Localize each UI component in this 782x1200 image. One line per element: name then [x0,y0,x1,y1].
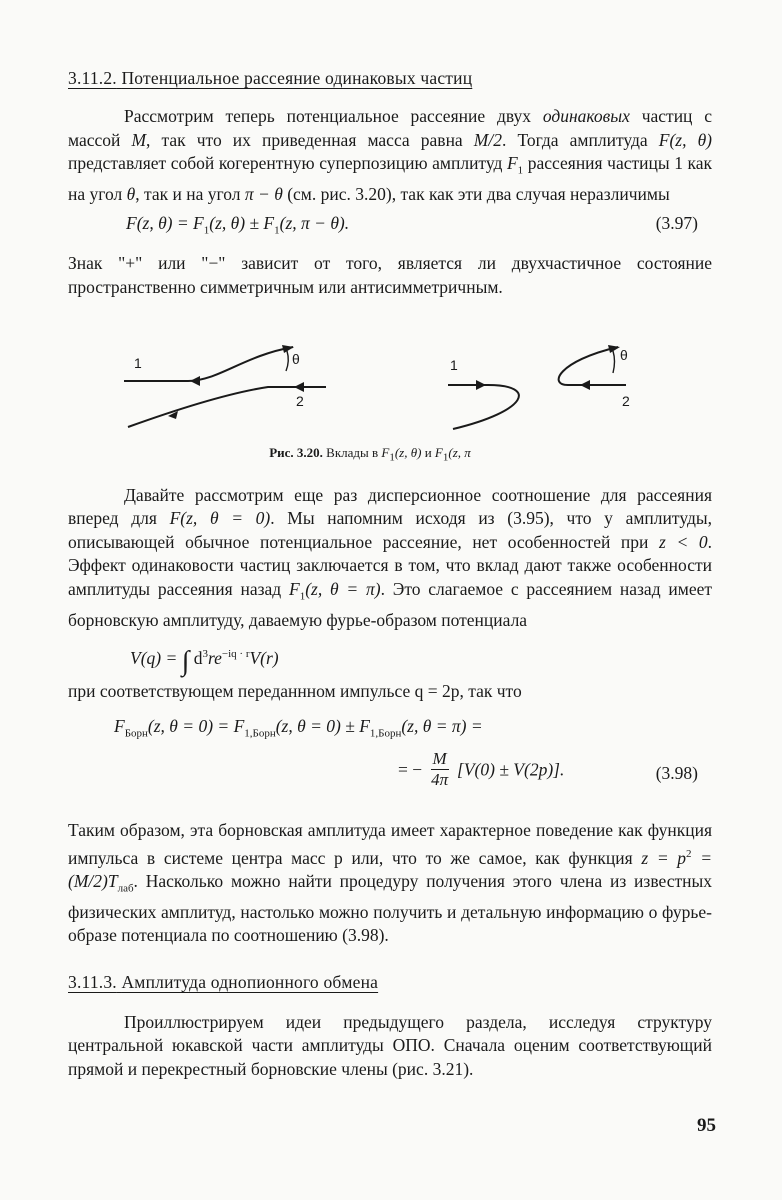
right-mid-arrow [476,380,486,390]
right-theta-label: θ [620,347,628,363]
paragraph-5: Таким образом, эта борновская амплитуда имеет характерное поведение как функция импульса в системе центра масс p или, что то же самое, как функция $z = p^2 = (M/2)T_{лаб}$. Насколько можно найти процедуру получения этого члена из известных физических амплитуд, настолько можно получить и детальную информацию о фурье-образе потенциала по соотношению (3.98). [68,820,713,946]
right-tip-arrow [608,345,620,353]
equation-fourier: V(q) = ∫ $d^3re^{-iq \cdot r}V(r)$ [130,645,279,677]
left-upper-trajectory [124,347,293,381]
paragraph-3: Давайте рассмотрим еще раз дисперсионное соотношение для рассеяния вперед для F(z, θ = 0). Мы напомним исходя из (3.95), что у амплитуды, описывающей обычное потенциальное рассеяние, нет особенностей при z < 0. Эффект одинаковости частиц заключается в том, что вклад дают также особенности амплитуды рассеяния назад $F_1(z$, θ = π). Это слагаемое с рассеянием назад имеет борновскую амплитуду, даваемую фурье-образом потенциала [68,484,713,630]
left-lower-arrow [294,382,304,392]
section-number: 3.11.3. [68,971,117,992]
left-theta-arc [286,351,288,371]
figure-drawing [68,321,712,441]
paragraph-4: при соответствующем переданнном импульсе q = 2p, так что [68,681,522,702]
paragraph-2: Знак "+" или "−" зависит от того, является ли двухчастичное состояние пространственно симметричным или антисимметричным. [68,253,712,297]
section-title: Потенциальное рассеяние одинаковых частиц [121,68,473,88]
equation-3-98-line-1: $F_{Борн}(z$, $\theta = 0) = F_{1,Борн}(z$, $\theta = 0) \pm F_{1,Борн}(z$, θ = π) = [114,715,483,740]
section-heading-3-11-2 [68,68,712,89]
right-lower-arrow [580,380,590,390]
right-label-2: 2 [622,393,630,409]
section-heading-3-11-3 [68,972,712,993]
left-theta-label: θ [292,351,300,367]
page-number: 95 [697,1115,716,1136]
left-label-2: 2 [296,393,304,409]
right-lower-trajectory [448,385,519,429]
paragraph-1: Рассмотрим теперь потенциальное рассеяние двух одинаковых частиц с массой M, так что их приведенная масса равна M/2. Тогда амплитуда F(z, θ) представляет собой когерентную суперпозицию амплитуд $F_1$ рассеяния частицы 1 как на угол θ, так и на угол π − θ (см. рис. 3.20), так как эти два случая неразличимы [68,106,713,204]
fraction: $\frac{M}{4\pi}$ [431,749,449,790]
figure-3-20 [68,321,712,441]
equation-number: (3.98) [655,763,698,784]
left-label-1: 1 [134,355,142,371]
equation-number: (3.97) [655,212,698,233]
right-label-1: 1 [450,357,458,373]
section-number: 3.11.2. [68,68,117,88]
equation-3-97: F(z, $\theta) = F_1(z$, $\theta) \pm F_1(z$, π − θ). (3.97) [126,212,698,236]
equation-3-98-line-2: = − $\frac{M}{4\pi}$ [V(0) ± V(2p)]. (3.98) [398,749,698,790]
right-theta-arc [613,351,615,373]
paragraph-6: Проиллюстрируем идеи предыдущего раздела, исследуя структуру центральной юкавской части амплитуды ОПО. Сначала оценим соответствующий прямой и перекрестный борновские члены (рис. 3.21). [68,1011,712,1079]
figure-caption: Рис. 3.20. Вклады в $F_1(z$, θ) и $F_1(z$, π [269,445,471,464]
section-title: Амплитуда однопионного обмена [121,971,379,992]
right-upper-trajectory [559,347,626,385]
left-upper-arrow [190,376,200,386]
page-content [68,60,712,1081]
